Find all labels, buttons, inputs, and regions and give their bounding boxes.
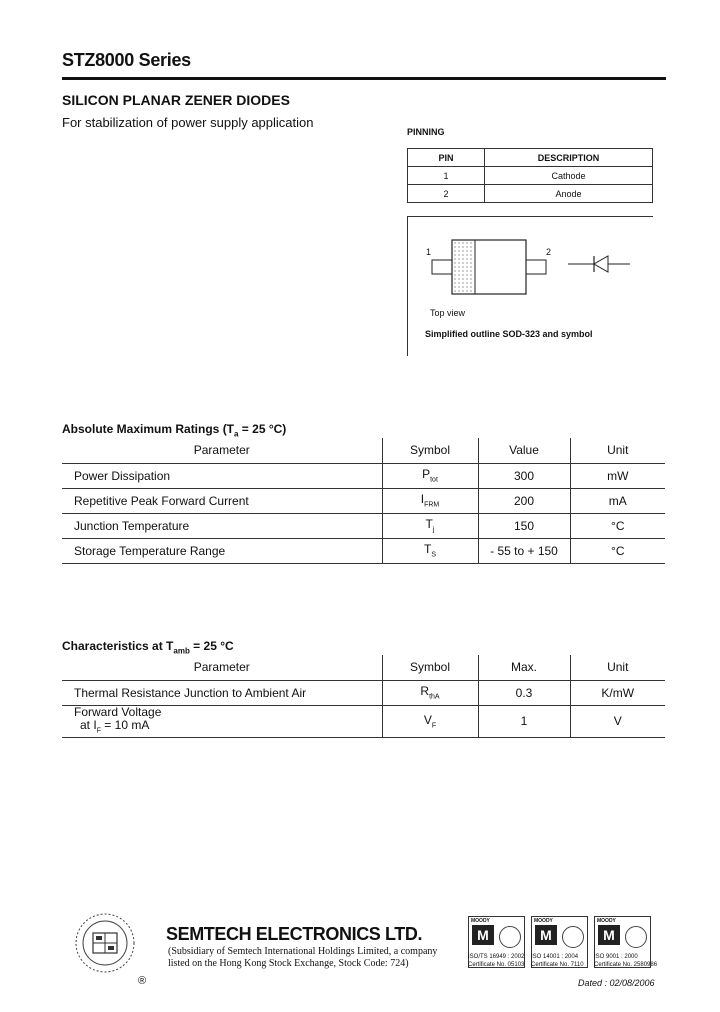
max-cell: 0.3	[478, 680, 570, 705]
registered-mark: ®	[138, 975, 147, 987]
cert-brand: MOODY	[534, 918, 553, 924]
value-cell: 300	[478, 463, 570, 488]
condition-text: at I	[80, 717, 97, 732]
symbol-sub: j	[432, 526, 435, 534]
cert-mark-icon	[499, 926, 521, 948]
characteristics-title-post: = 25 °C	[189, 639, 234, 653]
condition-sub: F	[96, 726, 101, 734]
symbol-sub: thA	[429, 693, 440, 701]
product-description: For stabilization of power supply application	[62, 115, 314, 130]
symbol-main: I	[420, 492, 425, 507]
symbol-main: P	[422, 467, 431, 482]
max-cell: 1	[478, 705, 570, 737]
symbol-sub: S	[431, 551, 436, 559]
symbol-main: T	[425, 517, 433, 532]
description-header: DESCRIPTION	[485, 149, 653, 167]
parameter-cell: Power Dissipation	[62, 463, 382, 488]
characteristics-title-sub: amb	[173, 646, 190, 656]
subsidiary-line-2: listed on the Hong Kong Stock Exchange, Stock Code: 724)	[168, 958, 409, 969]
cert-number: Certificate No. 7110	[531, 962, 584, 968]
pin-number-1: 1	[426, 247, 432, 257]
cert-mark-icon	[562, 926, 584, 948]
table-row	[62, 680, 665, 705]
moody-logo-icon: M	[472, 925, 494, 945]
table-header-row	[62, 438, 665, 463]
value-header: Value	[478, 438, 570, 463]
parameter-cell: Storage Temperature Range	[62, 538, 382, 563]
cert-number: Certificate No. 2580986	[594, 962, 658, 968]
cert-brand: MOODY	[597, 918, 616, 924]
company-name: SEMTECH ELECTRONICS LTD.	[166, 924, 423, 944]
cert-caption: ISO 9001 : 2000	[594, 954, 638, 960]
symbol-cell	[382, 488, 478, 513]
symbol-sub: F	[431, 722, 437, 730]
characteristics-title	[62, 639, 234, 655]
symbol-cell	[382, 705, 478, 737]
cert-number: Certificate No. 05103	[468, 962, 525, 968]
diode-symbol-icon	[568, 252, 632, 276]
table-header-row	[62, 655, 665, 680]
abs-max-table	[62, 438, 665, 564]
table-row	[62, 488, 665, 513]
unit-cell: V	[570, 705, 665, 737]
parameter-line-2	[74, 719, 382, 737]
unit-cell: °C	[570, 513, 665, 538]
value-cell: 200	[478, 488, 570, 513]
cert-brand: MOODY	[471, 918, 490, 924]
certification-badge	[531, 916, 588, 968]
unit-cell: K/mW	[570, 680, 665, 705]
symbol-header: Symbol	[382, 655, 478, 680]
table-row	[62, 463, 665, 488]
pin-cell: 1	[408, 167, 485, 185]
symbol-sub: FRM	[424, 501, 440, 509]
abs-max-title-text: Absolute Maximum Ratings (T	[62, 422, 235, 436]
abs-max-title	[62, 422, 286, 438]
parameter-cell: Repetitive Peak Forward Current	[62, 488, 382, 513]
description-cell: Cathode	[485, 167, 653, 185]
symbol-cell	[382, 463, 478, 488]
top-view-label: Top view	[430, 308, 466, 318]
outline-caption: Simplified outline SOD-323 and symbol	[425, 329, 593, 339]
symbol-sub: tot	[430, 476, 438, 484]
abs-max-title-post: = 25 °C)	[238, 422, 287, 436]
description-cell: Anode	[485, 185, 653, 203]
table-row	[408, 167, 653, 185]
abs-max-title-sub: a	[234, 429, 239, 439]
value-cell: - 55 to + 150	[478, 538, 570, 563]
characteristics-title-text: Characteristics at T	[62, 639, 174, 653]
unit-header: Unit	[570, 438, 665, 463]
product-subtitle: SILICON PLANAR ZENER DIODES	[62, 92, 290, 108]
table-row	[408, 185, 653, 203]
unit-header: Unit	[570, 655, 665, 680]
parameter-line-1: Forward Voltage	[74, 704, 162, 719]
subsidiary-line-1: (Subsidiary of Semtech International Holdings Limited, a company	[168, 946, 438, 957]
table-header-row	[408, 149, 653, 167]
symbol-main: R	[420, 684, 430, 699]
parameter-cell: Junction Temperature	[62, 513, 382, 538]
unit-cell: °C	[570, 538, 665, 563]
cert-caption: ISO 14001 : 2004	[531, 954, 579, 960]
title-rule	[62, 77, 666, 80]
parameter-cell: Thermal Resistance Junction to Ambient Air	[62, 680, 382, 705]
symbol-cell	[382, 680, 478, 705]
table-row	[62, 538, 665, 563]
parameter-cell	[62, 705, 382, 737]
table-row	[62, 705, 665, 737]
pin-header: PIN	[408, 149, 485, 167]
pin-cell: 2	[408, 185, 485, 203]
symbol-cell	[382, 538, 478, 563]
pin-number-2: 2	[546, 247, 552, 257]
document-date: Dated : 02/08/2006	[578, 978, 655, 988]
symbol-main: V	[423, 713, 432, 727]
unit-cell: mA	[570, 488, 665, 513]
pinning-label: PINNING	[407, 127, 445, 137]
value-cell: 150	[478, 513, 570, 538]
parameter-header: Parameter	[62, 438, 382, 463]
condition-value: = 10 mA	[100, 717, 150, 732]
parameter-header: Parameter	[62, 655, 382, 680]
moody-logo-icon: M	[598, 925, 620, 945]
cert-caption: ISO/TS 16949 : 2002	[468, 954, 525, 960]
unit-cell: mW	[570, 463, 665, 488]
symbol-cell	[382, 513, 478, 538]
table-row	[62, 513, 665, 538]
symbol-header: Symbol	[382, 438, 478, 463]
symbol-main: T	[423, 542, 432, 557]
characteristics-table	[62, 655, 665, 738]
certification-badge	[468, 916, 525, 968]
page-title: STZ8000 Series	[62, 50, 191, 70]
company-seal-logo	[74, 912, 136, 974]
cert-mark-icon	[625, 926, 647, 948]
moody-logo-icon: M	[535, 925, 557, 945]
pinning-table	[407, 148, 653, 203]
certification-badge	[594, 916, 651, 968]
max-header: Max.	[478, 655, 570, 680]
